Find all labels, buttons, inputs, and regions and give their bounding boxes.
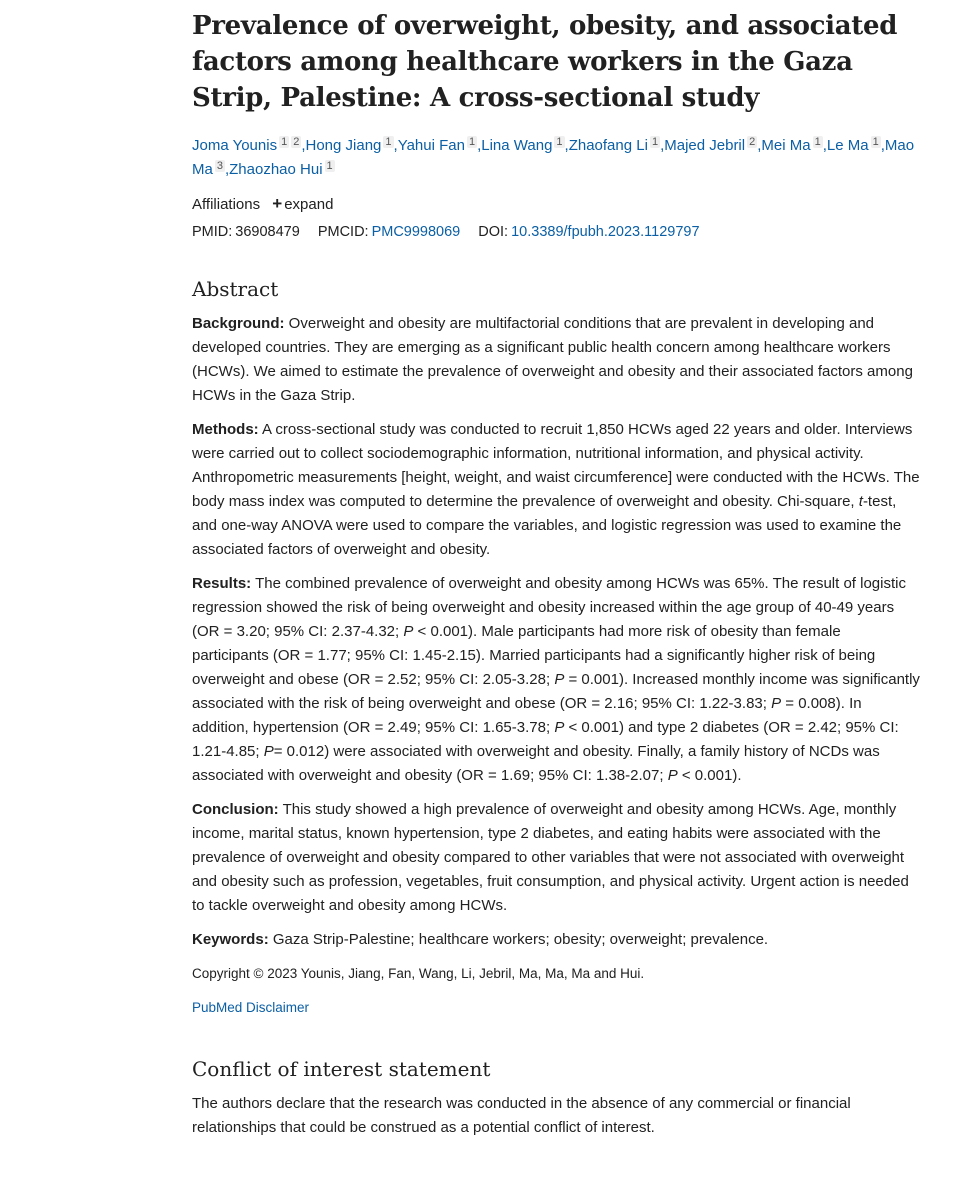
author-separator: , xyxy=(564,137,569,154)
affiliation-ref[interactable]: 1 xyxy=(872,136,879,148)
affiliation-ref[interactable]: 1 xyxy=(281,136,288,148)
results-text: < 0.001). xyxy=(677,767,742,784)
author-link[interactable]: Joma Younis xyxy=(192,137,278,154)
results-text: < 0.001) and type 2 diabetes (OR = 2.42; 95% CI: 1.21-4.85; xyxy=(192,719,899,760)
pmcid-label: PMCID: xyxy=(317,224,369,240)
abstract-heading: Abstract xyxy=(192,277,279,301)
results-text: < 0.001). Male participants had more risk of obesity than female participants (OR = 1.77; 95% CI: 1.45-2.15). Married participants had a significantly higher risk of being overweight and obese (OR = 2.52; 95% CI: 2.05-3.28; xyxy=(192,623,876,688)
affiliation-ref[interactable]: 1 xyxy=(651,136,659,148)
p-value-symbol: P xyxy=(263,743,274,760)
methods-text-cont: -test, and one-way ANOVA were used to compare the variables, and logistic regression was used to examine the associated factors of overweight and obesity. xyxy=(192,493,902,558)
author-link[interactable]: Yahui Fan xyxy=(397,137,465,154)
results-text: = 0.012) were associated with overweight and obesity. Finally, a family history of NCDs was associated with overweight and obesity (OR = 1.69; 95% CI: 1.38-2.07; xyxy=(192,743,880,784)
affiliation-ref[interactable]: 2 xyxy=(749,136,756,148)
abstract-keywords xyxy=(192,928,920,952)
pmid-label: PMID: xyxy=(192,224,233,240)
affiliation-ref[interactable]: 1 xyxy=(326,160,333,172)
author-separator: , xyxy=(880,137,885,154)
affiliation-ref[interactable]: 1 xyxy=(814,136,821,148)
p-value-symbol: P xyxy=(554,719,565,736)
author-link[interactable]: Zhaozhao Hui xyxy=(229,161,323,178)
author-link[interactable]: Le Ma xyxy=(826,137,869,154)
pmid-value: 36908479 xyxy=(235,224,300,240)
conflict-text: The authors declare that the research was conducted in the absence of any commercial or financial relationships that could be construed as a potential conflict of interest. xyxy=(192,1095,851,1136)
disclaimer-row xyxy=(192,998,920,1018)
author-link[interactable]: Mao Ma xyxy=(192,137,915,178)
author-link[interactable]: Mei Ma xyxy=(761,137,811,154)
article-title: Prevalence of overweight, obesity, and associated factors among healthcare workers in the Gaza Strip, Palestine: A cross-sectional study xyxy=(192,11,898,113)
conclusion-text: This study showed a high prevalence of overweight and obesity among HCWs. Age, monthly income, marital status, known hypertension, type 2 diabetes, and eating habits were associated with the prevalence of overweight and obesity compared to other variables that were not associated with overweight and obesity such as profession, vegetables, fruit consumption, and physical activity. Urgent action is needed to tackle overweight and obesity among HCWs. xyxy=(192,801,909,914)
affiliations-label: Affiliations xyxy=(192,196,261,213)
methods-label: Methods: xyxy=(192,421,259,438)
author-link[interactable]: Majed Jebril xyxy=(664,137,746,154)
methods-text: A cross-sectional study was conducted to recruit 1,850 HCWs aged 22 years and older. Interviews were carried out to collect sociodemographic information, nutritional information, and physical activity. Anthropometric measurements [height, weight, and waist circumference] were conducted with the HCWs. The body mass index was computed to determine the prevalence of overweight and obesity. Chi-square, xyxy=(192,421,920,510)
results-text: = 0.001). Increased monthly income was significantly associated with the risk of being overweight and obese (OR = 2.16; 95% CI: 1.22-3.83; xyxy=(192,671,920,712)
expand-affiliations-button[interactable] xyxy=(264,196,333,213)
pmcid-link[interactable]: PMC9998069 xyxy=(371,224,461,240)
affiliation-ref[interactable]: 1 xyxy=(556,136,563,148)
author-separator: , xyxy=(393,137,398,154)
p-value-symbol: P xyxy=(403,623,414,640)
author-separator: , xyxy=(224,161,230,178)
keywords-text: Gaza Strip-Palestine; healthcare workers; obesity; overweight; prevalence. xyxy=(268,931,769,948)
author-link[interactable]: Zhaofang Li xyxy=(568,137,648,154)
keywords-label: Keywords: xyxy=(192,931,269,948)
affiliation-ref[interactable]: 1 xyxy=(468,136,476,148)
author-link[interactable]: Hong Jiang xyxy=(305,137,382,154)
author-separator: , xyxy=(660,137,665,154)
results-text: = 0.008). In addition, hypertension (OR = 2.49; 95% CI: 1.65-3.78; xyxy=(192,695,862,736)
pubmed-disclaimer-link[interactable]: PubMed Disclaimer xyxy=(192,1000,310,1015)
affiliation-ref[interactable]: 3 xyxy=(216,160,223,172)
conclusion-label: Conclusion: xyxy=(192,801,279,818)
doi-label: DOI: xyxy=(478,224,509,240)
abstract-background xyxy=(192,312,920,408)
p-value-symbol: P xyxy=(667,767,678,784)
abstract-methods xyxy=(192,418,920,562)
doi-link[interactable]: 10.3389/fpubh.2023.1129797 xyxy=(511,224,700,240)
identifiers-row xyxy=(192,222,920,242)
author-separator: , xyxy=(822,137,827,154)
affiliation-ref[interactable]: 1 xyxy=(385,136,392,148)
results-label: Results: xyxy=(192,575,252,592)
background-text: Overweight and obesity are multifactorial conditions that are prevalent in developing and developed countries. They are emerging as a significant public health concern among healthcare workers (HCWs). We aimed to estimate the prevalence of overweight and obesity and their associated factors among HCWs in the Gaza Strip. xyxy=(192,315,913,404)
author-separator: , xyxy=(477,137,482,154)
abstract-results xyxy=(192,572,920,788)
author-separator: , xyxy=(301,137,306,154)
abstract-conclusion xyxy=(192,798,920,918)
article-main xyxy=(192,8,920,1140)
copyright-text: Copyright © 2023 Younis, Jiang, Fan, Wang, Li, Jebril, Ma, Ma, Ma and Hui. xyxy=(192,966,645,981)
plus-icon: + xyxy=(272,194,283,213)
background-label: Background: xyxy=(192,315,285,332)
affiliations-row xyxy=(192,194,920,215)
expand-label: expand xyxy=(284,196,334,213)
p-value-symbol: P xyxy=(771,695,782,712)
conflict-heading: Conflict of interest statement xyxy=(192,1057,491,1081)
results-text: The combined prevalence of overweight and obesity among HCWs was 65%. The result of logistic regression showed the risk of being overweight and obesity increased within the age group of 40-49 years (OR = 3.20; 95% CI: 2.37-4.32; xyxy=(192,575,906,640)
p-value-symbol: P xyxy=(554,671,565,688)
methods-italic: t xyxy=(858,493,863,510)
authors-list xyxy=(192,134,920,182)
affiliation-ref[interactable]: 2 xyxy=(293,136,300,148)
author-separator: , xyxy=(757,137,762,154)
author-link[interactable]: Lina Wang xyxy=(481,137,553,154)
